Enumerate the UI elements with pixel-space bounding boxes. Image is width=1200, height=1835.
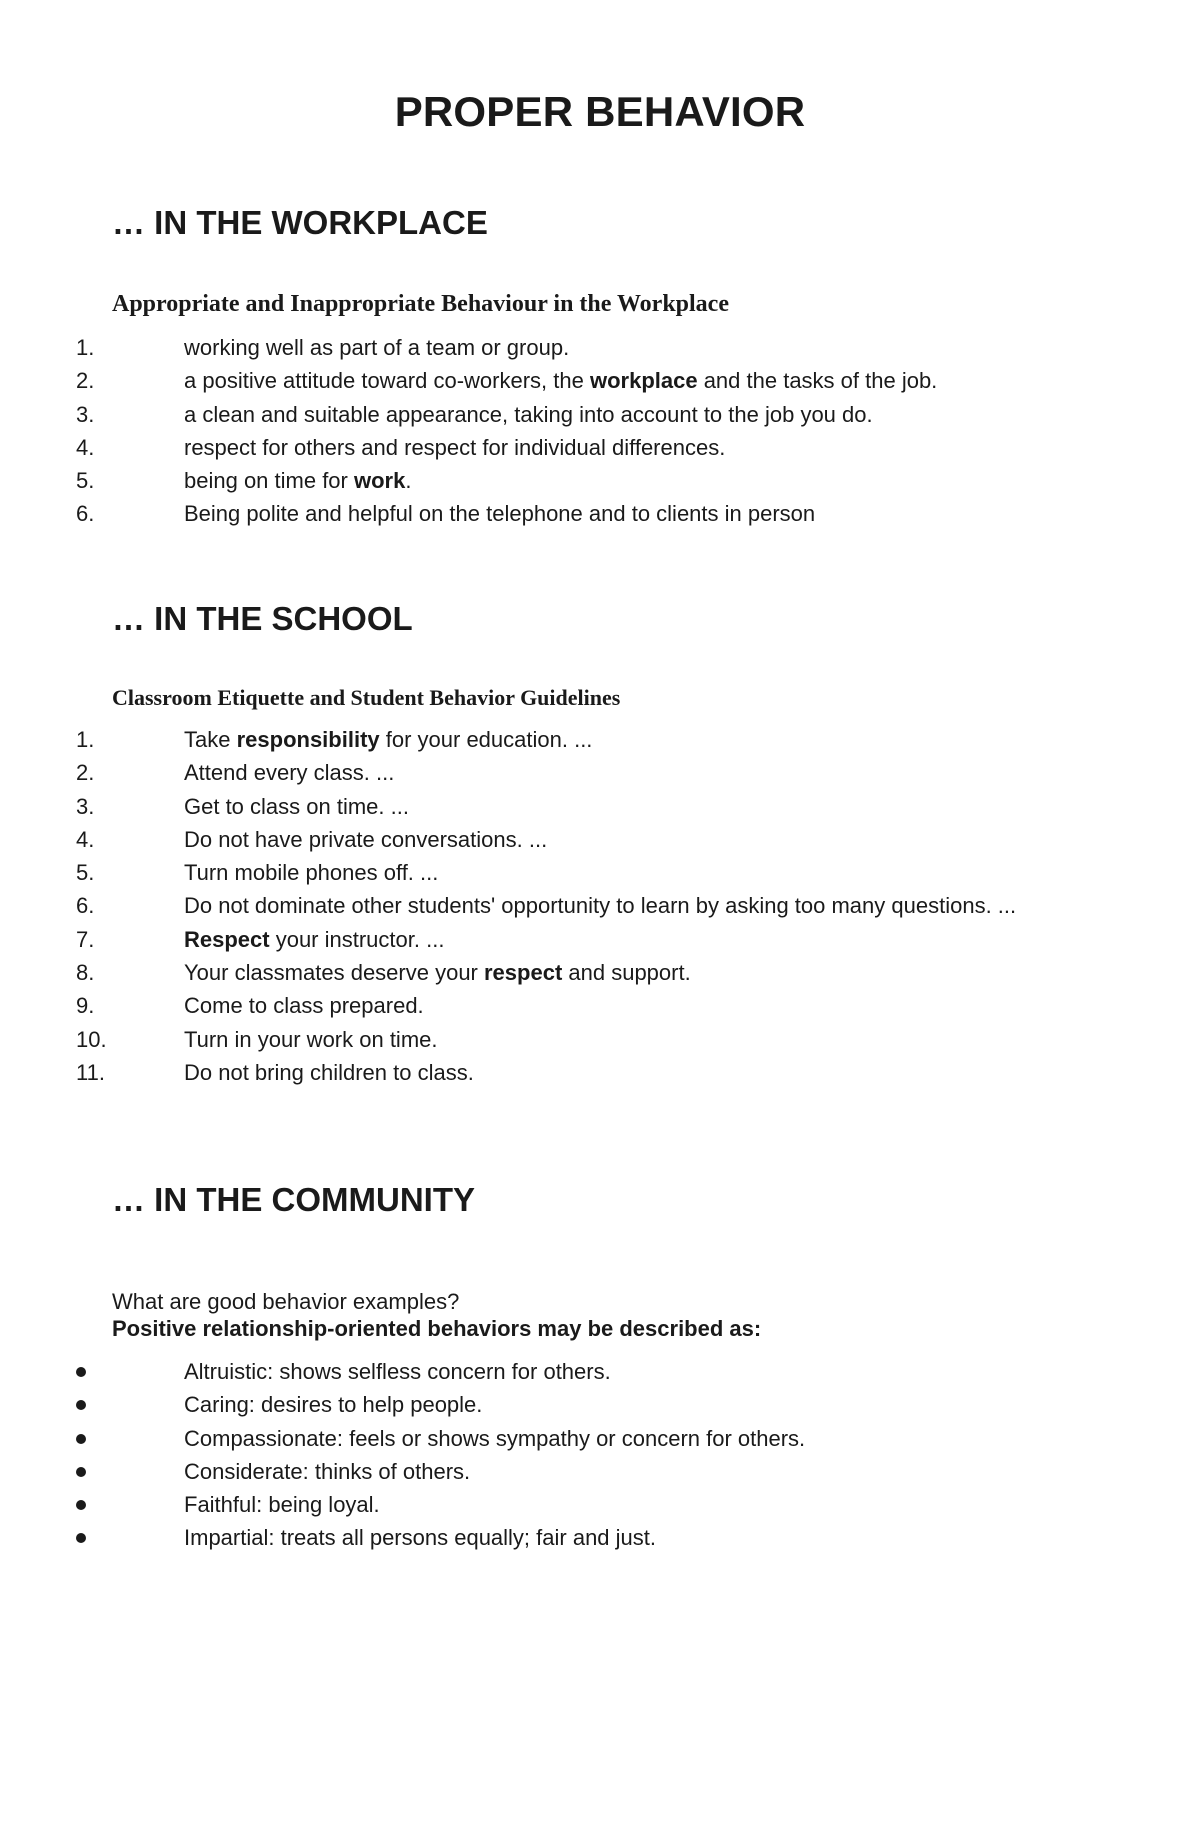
text-run: . [405,468,412,494]
list-item [0,1056,1200,1089]
list-item-text [184,756,394,789]
list-item-text [184,823,547,856]
text-run: Caring: desires to help people. [184,1392,483,1418]
text-run: Do not have private conversations. ... [184,826,548,852]
list-item [0,331,1200,364]
text-run: Take [184,727,237,752]
list-item-text [184,923,444,956]
text-run: being on time for [184,468,354,494]
list-item-text [184,1023,438,1056]
school-subheading: Classroom Etiquette and Student Behavior Guidelines [112,685,621,710]
list-item-text [184,1422,805,1455]
list-item [0,989,1200,1022]
list-item [0,1422,1200,1455]
list-item [0,398,1200,431]
bullet-icon [76,1400,86,1410]
text-run: a positive attitude toward co-workers, the [184,368,590,394]
list-number: 2. [76,368,95,394]
list-item-text [184,790,409,823]
text-run: for your education. ... [379,727,593,752]
list-item-text [184,723,592,756]
bold-text-run: responsibility [236,727,380,752]
list-number: 5. [76,468,95,494]
bullet-icon [76,1533,86,1543]
list-item [0,1455,1200,1488]
bold-text-run: workplace [589,368,698,394]
list-item [0,823,1200,856]
list-item-text [184,1056,474,1089]
list-item [0,364,1200,397]
list-item-text [184,1455,470,1488]
bullet-icon [76,1500,86,1510]
text-run: Do not bring children to class. [184,1059,474,1085]
list-item [0,497,1200,530]
list-number: 5. [76,860,95,886]
text-run: and the tasks of the job. [697,368,938,394]
list-number: 6. [76,501,95,527]
list-number: 3. [76,401,95,427]
text-run: Get to class on time. ... [184,793,409,819]
list-item [0,464,1200,497]
list-number: 10. [76,1026,107,1052]
list-item [0,431,1200,464]
text-run: your instructor. ... [269,926,445,952]
list-item-text [184,1355,611,1388]
list-number: 9. [76,993,95,1019]
bullet-icon [76,1434,86,1444]
list-item [0,1023,1200,1056]
list-item [0,1388,1200,1421]
list-number: 7. [76,926,95,952]
list-item-text [184,364,937,397]
text-run: Considerate: thinks of others. [184,1458,471,1484]
list-item [0,923,1200,956]
list-number: 4. [76,826,95,852]
text-run: working well as part of a team or group. [184,335,570,360]
list-number: 3. [76,793,95,819]
list-item [0,889,1200,922]
list-item-text [184,1388,482,1421]
text-run: Turn in your work on time. [184,1026,438,1052]
list-item [0,723,1200,756]
list-item-text [184,497,815,530]
text-run: Compassionate: feels or shows sympathy or concern for others. [184,1425,806,1451]
list-item-text [184,989,424,1022]
workplace-subheading: Appropriate and Inappropriate Behaviour in the Workplace [112,291,729,317]
bold-text-run: work [353,468,406,494]
text-run: Come to class prepared. [184,993,424,1019]
text-run: Attend every class. ... [184,760,395,786]
bullet-icon [76,1467,86,1477]
bold-text-run: respect [484,960,563,986]
document-title: PROPER BEHAVIOR [394,88,806,135]
community-question: What are good behavior examples? [112,1289,460,1314]
community-heading: … IN THE COMMUNITY [112,1181,475,1218]
list-item [0,1355,1200,1388]
list-item-text [184,856,438,889]
list-number: 11. [76,1059,105,1085]
list-item [0,756,1200,789]
text-run: Turn mobile phones off. ... [184,860,439,886]
list-item [0,1521,1200,1554]
list-item-text [184,431,725,464]
list-item-text [184,1488,380,1521]
list-item-text [184,1521,656,1554]
list-item-text [184,464,411,497]
bullet-icon [76,1367,86,1377]
list-item-text [184,331,569,364]
list-item [0,790,1200,823]
list-item-text [184,398,873,431]
list-number: 2. [76,760,95,786]
text-run: respect for others and respect for individual differences. [184,434,726,460]
list-item [0,956,1200,989]
text-run: Being polite and helpful on the telephone and to clients in person [184,501,816,527]
text-run: Do not dominate other students' opportunity to learn by asking too many questions. ... [184,893,1017,919]
text-run: and support. [562,960,691,986]
list-number: 6. [76,893,95,919]
list-item-text [184,956,691,989]
workplace-list [0,331,1200,531]
list-number: 1. [76,727,95,752]
school-list [0,723,1200,1089]
text-run: a clean and suitable appearance, taking into account to the job you do. [184,401,873,427]
school-heading: … IN THE SCHOOL [112,600,413,637]
community-lead: Positive relationship-oriented behaviors may be described as: [112,1316,762,1341]
list-number: 4. [76,434,95,460]
text-run: Impartial: treats all persons equally; fair and just. [184,1525,657,1551]
list-item [0,1488,1200,1521]
bold-text-run: Respect [184,926,270,952]
workplace-heading: … IN THE WORKPLACE [112,204,488,241]
text-run: Your classmates deserve your [184,960,484,986]
community-list [0,1355,1200,1555]
text-run: Faithful: being loyal. [184,1492,380,1518]
list-number: 8. [76,960,95,986]
list-number: 1. [76,335,95,360]
text-run: Altruistic: shows selfless concern for others. [184,1359,611,1384]
list-item-text [184,889,1016,922]
list-item [0,856,1200,889]
